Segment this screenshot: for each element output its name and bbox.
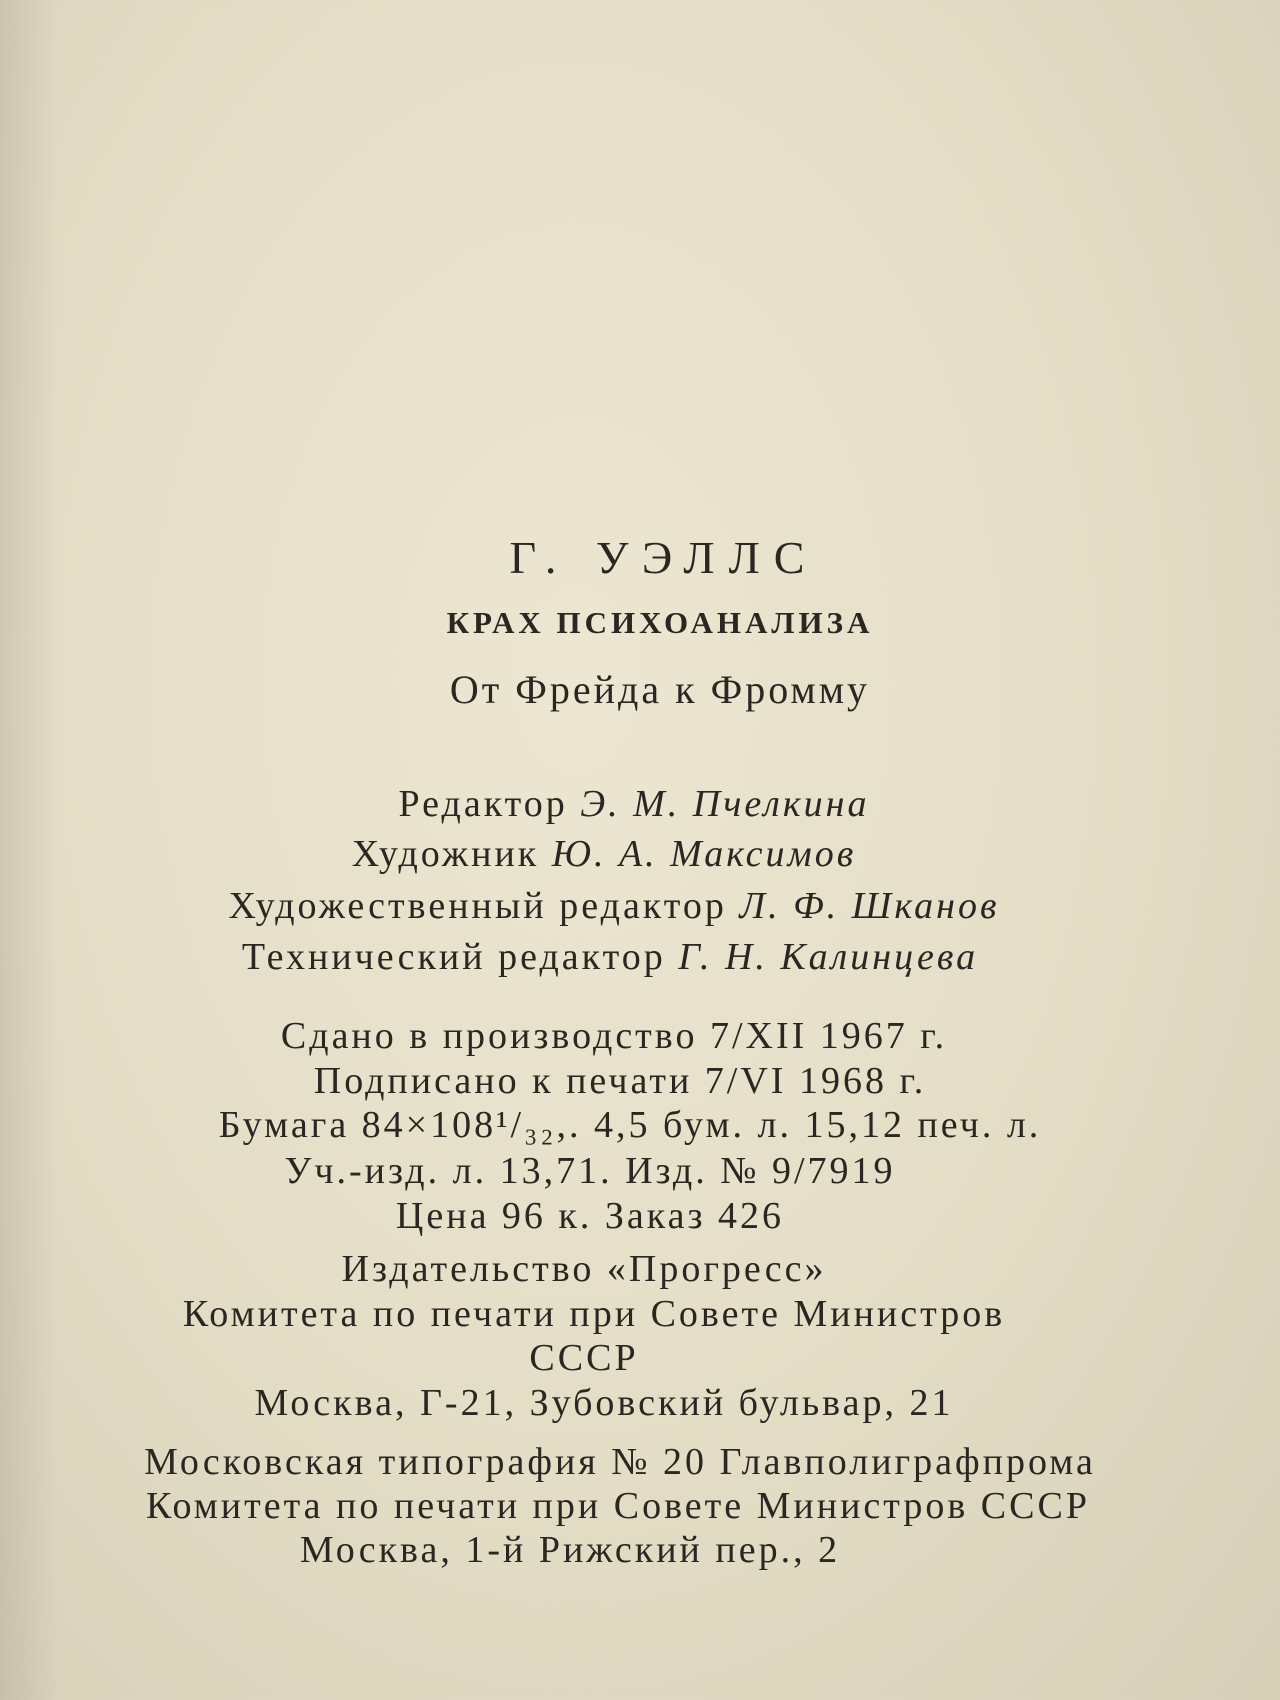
credit-artist <box>0 832 1244 876</box>
printer-line: Московская типография № 20 Главполиграфпрома <box>144 1441 1096 1483</box>
credit-person: Ю. А. Максимов <box>551 833 857 875</box>
book-subtitle: От Фрейда к Фромму <box>449 667 871 712</box>
credit-role: Редактор <box>398 783 568 825</box>
publisher-line: Издательство «Прогресс» <box>341 1248 827 1290</box>
credit-person: Г. Н. Калинцева <box>678 936 979 978</box>
credit-role: Художественный редактор <box>228 885 727 927</box>
printer-line: Комитета по печати при Совете Министров СССР <box>146 1485 1090 1527</box>
production-line: Бумага 84×108¹/₃₂,. 4,5 бум. л. 15,12 печ. л. <box>218 1104 1042 1146</box>
production-line: Уч.-изд. л. 13,71. Изд. № 9/7919 <box>284 1150 896 1192</box>
credit-person: Л. Ф. Шканов <box>739 885 1000 927</box>
credit-editor <box>0 782 1274 826</box>
credit-art-editor <box>0 884 1254 928</box>
production-line: Подписано к печати 7/VI 1968 г. <box>313 1060 927 1102</box>
credit-person: Э. М. Пчелкина <box>580 783 870 825</box>
book-title: КРАХ ПСИХОАНАЛИЗА <box>446 605 874 640</box>
publisher-line: Комитета по печати при Совете Министров <box>182 1293 1006 1335</box>
production-line: Цена 96 к. Заказ 426 <box>395 1195 785 1237</box>
credit-technical-editor <box>0 935 1250 979</box>
credit-role: Технический редактор <box>241 936 666 978</box>
book-author: Г. УЭЛЛС <box>509 532 819 583</box>
publisher-line: Москва, Г-21, Зубовский бульвар, 21 <box>254 1382 954 1424</box>
printer-line: Москва, 1-й Рижский пер., 2 <box>299 1529 841 1571</box>
credit-role: Художник <box>351 833 540 875</box>
production-line: Сдано в производство 7/XII 1967 г. <box>280 1015 948 1057</box>
publisher-line: СССР <box>529 1337 639 1379</box>
